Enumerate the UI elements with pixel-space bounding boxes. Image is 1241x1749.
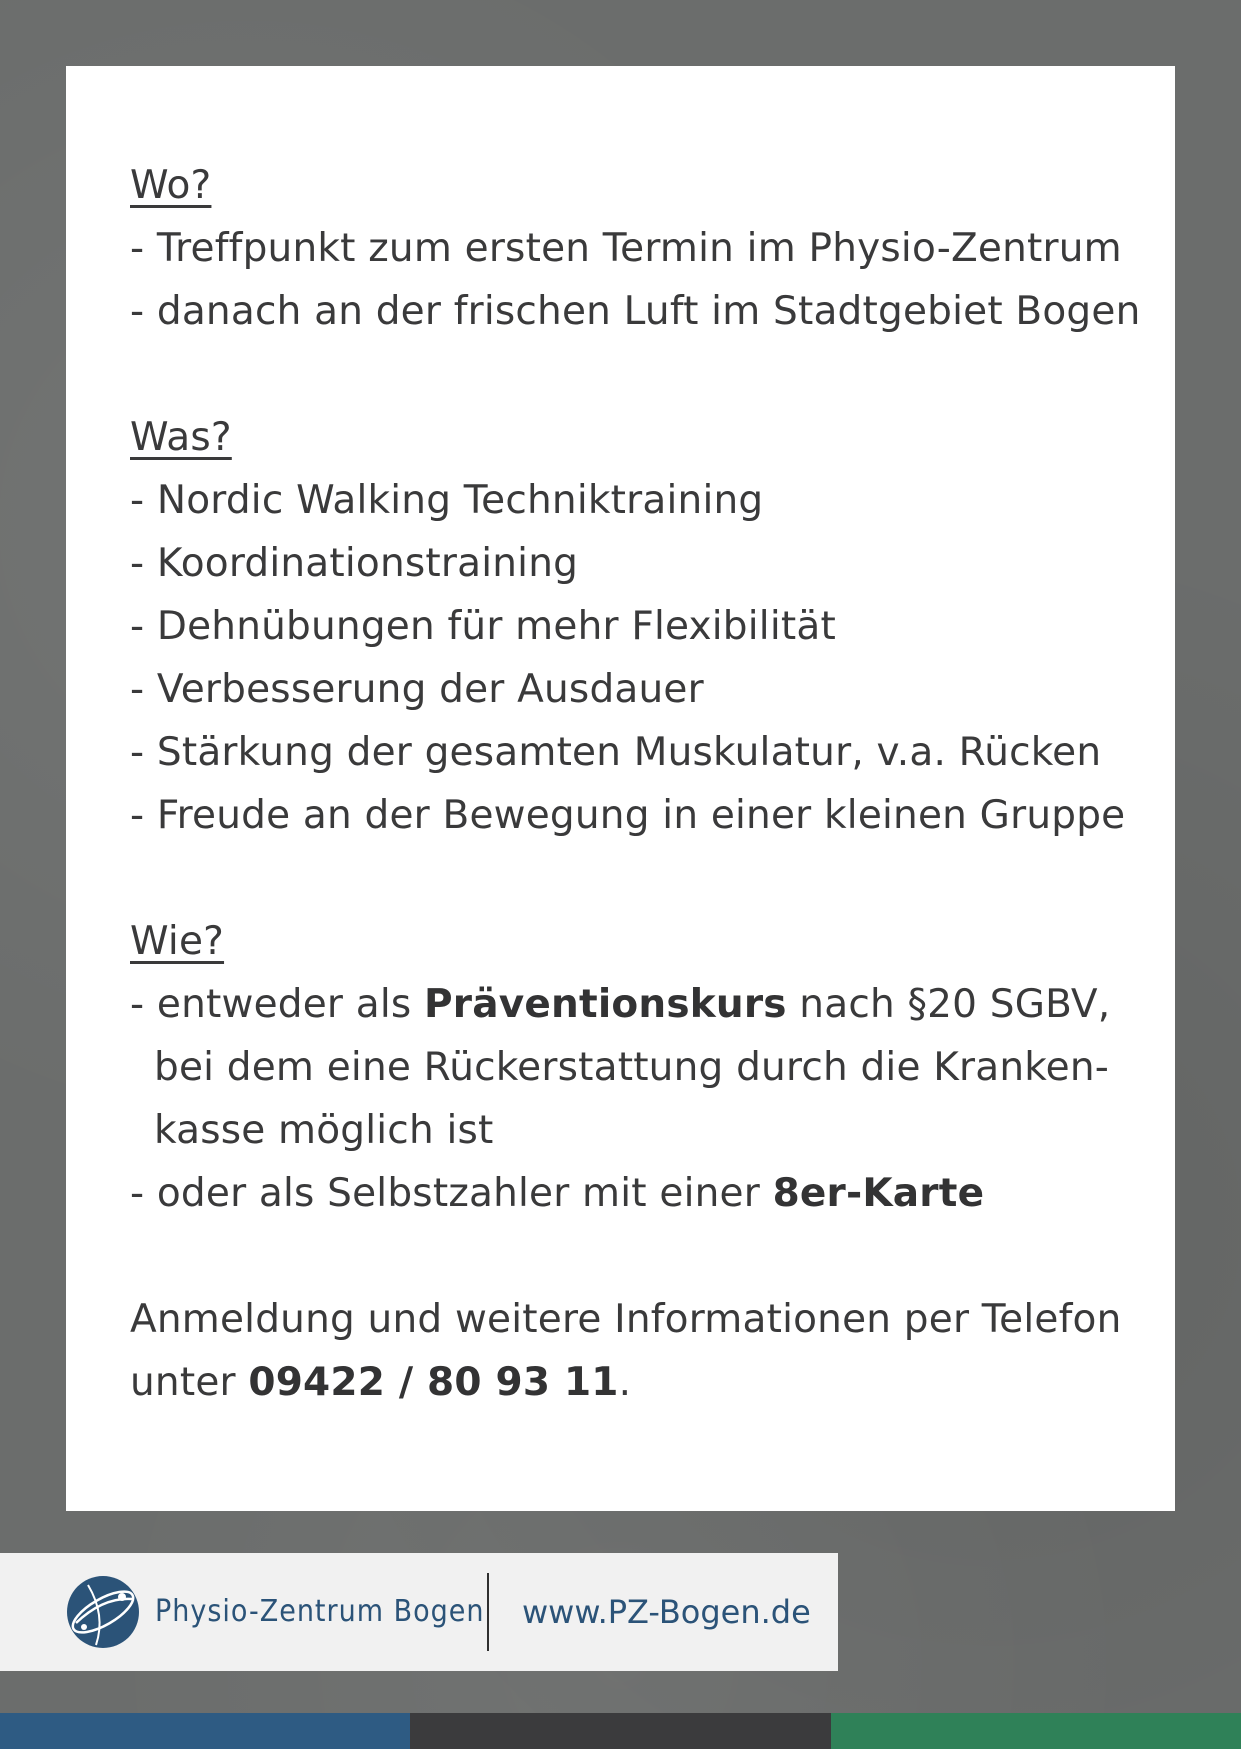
item-text: nach §20 SGBV, (786, 982, 1111, 1027)
contact-prefix: unter (130, 1360, 249, 1405)
list-item: - danach an der frischen Luft im Stadtgebiet Bogen (130, 289, 1141, 334)
list-item: - Nordic Walking Techniktraining (130, 478, 764, 523)
content-card (66, 66, 1175, 1511)
color-bar-blue (0, 1713, 410, 1749)
heading-wie: Wie? (130, 919, 225, 964)
color-bar-green (831, 1713, 1241, 1749)
info-text (130, 154, 1141, 1414)
item-text: - entweder als (130, 982, 424, 1027)
color-bar-dark (410, 1713, 831, 1749)
list-item (130, 1162, 1135, 1225)
list-item-continuation: bei dem eine Rückerstattung durch die Kranken- (154, 1045, 1110, 1090)
contact-line: Anmeldung und weitere Informationen per Telefon (130, 1297, 1122, 1342)
praeventionskurs-label: Präventionskurs (424, 982, 787, 1027)
website-link[interactable]: www.PZ-Bogen.de (522, 1593, 811, 1631)
brand-name: Physio-Zentrum Bogen (155, 1594, 485, 1629)
globe-logo-icon (66, 1575, 140, 1649)
heading-wo: Wo? (130, 163, 212, 208)
list-item (130, 973, 1135, 1036)
list-item: - Dehnübungen für mehr Flexibilität (130, 604, 836, 649)
footer-divider (487, 1573, 489, 1651)
item-text: - oder als Selbstzahler mit einer (130, 1171, 773, 1216)
heading-was: Was? (130, 415, 232, 460)
contact-phone-line (130, 1351, 1135, 1414)
list-item: - Stärkung der gesamten Muskulatur, v.a. Rücken (130, 730, 1102, 775)
phone-number: 09422 / 80 93 11 (248, 1360, 619, 1405)
list-item-continuation: kasse möglich ist (154, 1108, 494, 1153)
footer-brand-box (0, 1553, 838, 1671)
list-item: - Koordinationstraining (130, 541, 579, 586)
contact-suffix: . (618, 1360, 632, 1405)
list-item: - Freude an der Bewegung in einer kleinen Gruppe (130, 793, 1126, 838)
list-item: - Treffpunkt zum ersten Termin im Physio-Zentrum (130, 226, 1122, 271)
list-item: - Verbesserung der Ausdauer (130, 667, 704, 712)
8er-karte-label: 8er-Karte (772, 1171, 985, 1216)
